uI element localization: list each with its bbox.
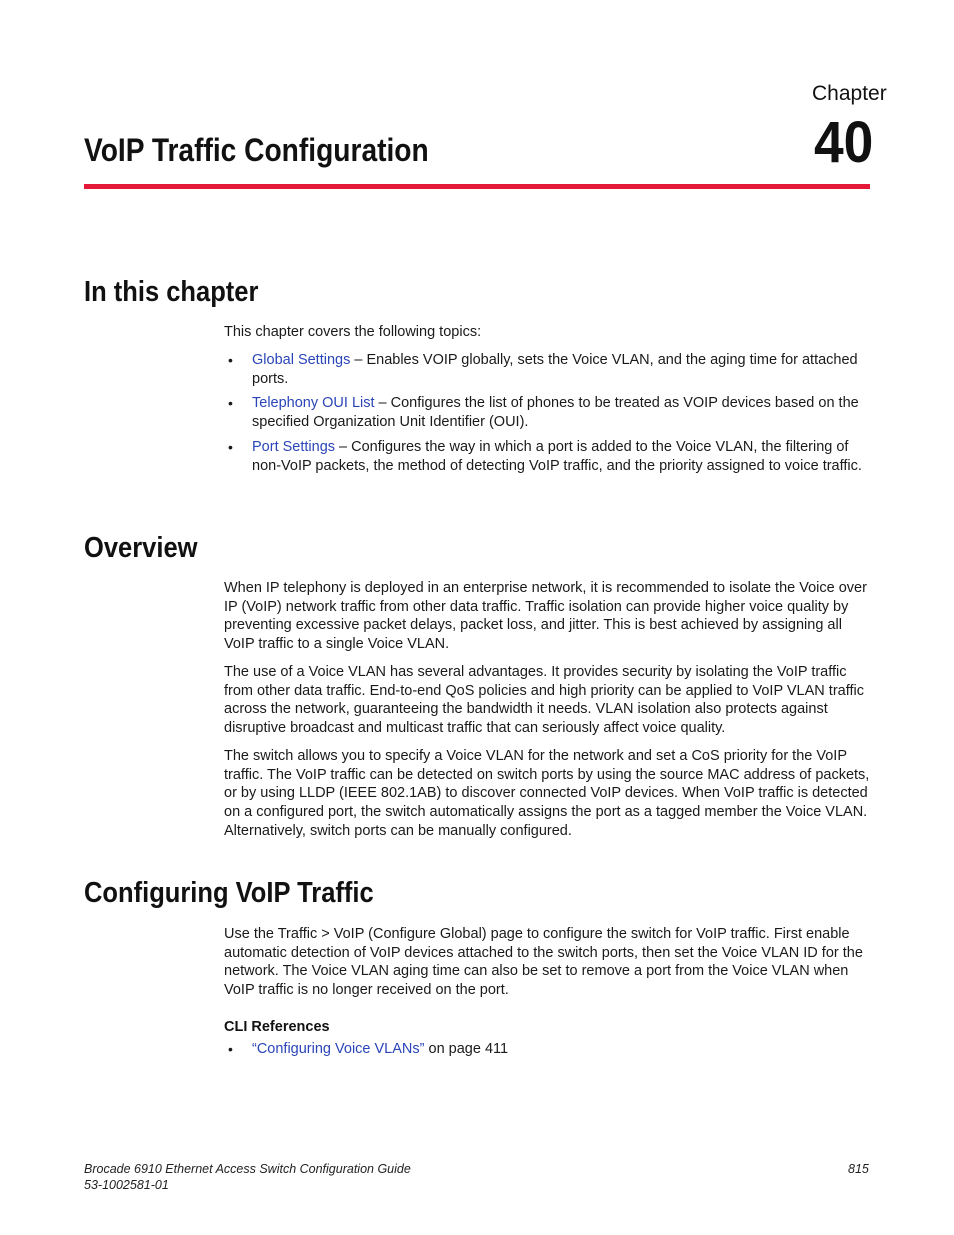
configuring-voip-heading: Configuring VoIP Traffic xyxy=(84,877,374,909)
list-item xyxy=(224,351,870,388)
bullet-icon: • xyxy=(228,352,233,368)
configuring-voip-paragraph: Use the Traffic > VoIP (Configure Global) page to configure the switch for VoIP traffic. First enable automatic detection of VoIP devices attached to the switch ports, then set the Voice VLAN ID for the network. The Voice VLAN aging time can also be set to remove a port from the Voice VLAN when VoIP traffic is no longer received on the port. xyxy=(224,926,863,999)
port-settings-link[interactable]: Port Settings xyxy=(252,438,336,455)
configuring-voice-vlans-link[interactable]: “Configuring Voice VLANs” xyxy=(252,1041,425,1057)
list-item-text: – Enables VOIP globally, sets the Voice VLAN, and the aging time for attached ports. xyxy=(252,352,858,387)
overview-paragraph-3: The switch allows you to specify a Voice VLAN for the network and set a CoS priority for the VoIP traffic. The VoIP traffic can be detected on switch ports by using the source MAC address of packets, or by using LLDP (IEEE 802.1AB) to discover connected VoIP devices. When VoIP traffic is detected on a configured port, the switch automatically assigns the port as a tagged member the Voice VLAN. Alternatively, switch ports can be manually configured. xyxy=(224,748,870,839)
overview-paragraph-2: The use of a Voice VLAN has several advantages. It provides security by isolating the VoIP traffic from other data traffic. End-to-end QoS policies and high priority can be applied to VoIP VLAN traffic across the network, guaranteeing the bandwidth it needs. VLAN isolation also protects against disruptive broadcast and multicast traffic that can seriously affect voice quality. xyxy=(224,664,864,737)
bullet-icon: • xyxy=(228,1041,233,1057)
chapter-title: VoIP Traffic Configuration xyxy=(84,132,429,168)
footer-doc-info xyxy=(84,1161,411,1193)
chapter-label: Chapter xyxy=(812,82,887,105)
topic-list xyxy=(224,351,870,481)
chapter-number: 40 xyxy=(814,110,874,175)
footer-guide-title: Brocade 6910 Ethernet Access Switch Configuration Guide xyxy=(84,1162,411,1176)
bullet-icon: • xyxy=(228,438,233,455)
global-settings-link[interactable]: Global Settings xyxy=(252,352,351,368)
list-item-text: on page 411 xyxy=(424,1041,509,1057)
list-item-text: – Configures the list of phones to be treated as VOIP devices based on the specified Organization Unit Identifier (OUI). xyxy=(252,395,859,431)
list-item xyxy=(224,1040,870,1059)
chapter-divider xyxy=(84,184,870,189)
cli-reference-list xyxy=(224,1040,870,1065)
overview-paragraph-1: When IP telephony is deployed in an enterprise network, it is recommended to isolate the Voice over IP (VoIP) network traffic from other data traffic. Traffic isolation can provide higher voice quality by preventing excessive packet delays, packet loss, and jitter. This is best achieved by assigning all VoIP traffic to a single Voice VLAN. xyxy=(224,580,867,653)
bullet-icon: • xyxy=(228,395,233,412)
footer-doc-number: 53-1002581-01 xyxy=(84,1178,169,1192)
in-this-chapter-heading: In this chapter xyxy=(84,276,259,308)
footer-page-number: 815 xyxy=(848,1162,869,1176)
cli-references-heading: CLI References xyxy=(224,1019,330,1035)
list-item xyxy=(224,394,870,431)
list-item xyxy=(224,438,870,475)
list-item-text: – Configures the way in which a port is added to the Voice VLAN, the filtering of non-VoIP packets, the method of detecting VoIP traffic, and the priority assigned to voice traffic. xyxy=(252,438,862,474)
overview-heading: Overview xyxy=(84,532,198,564)
telephony-oui-list-link[interactable]: Telephony OUI List xyxy=(252,395,375,412)
in-this-chapter-intro: This chapter covers the following topics: xyxy=(224,324,482,340)
